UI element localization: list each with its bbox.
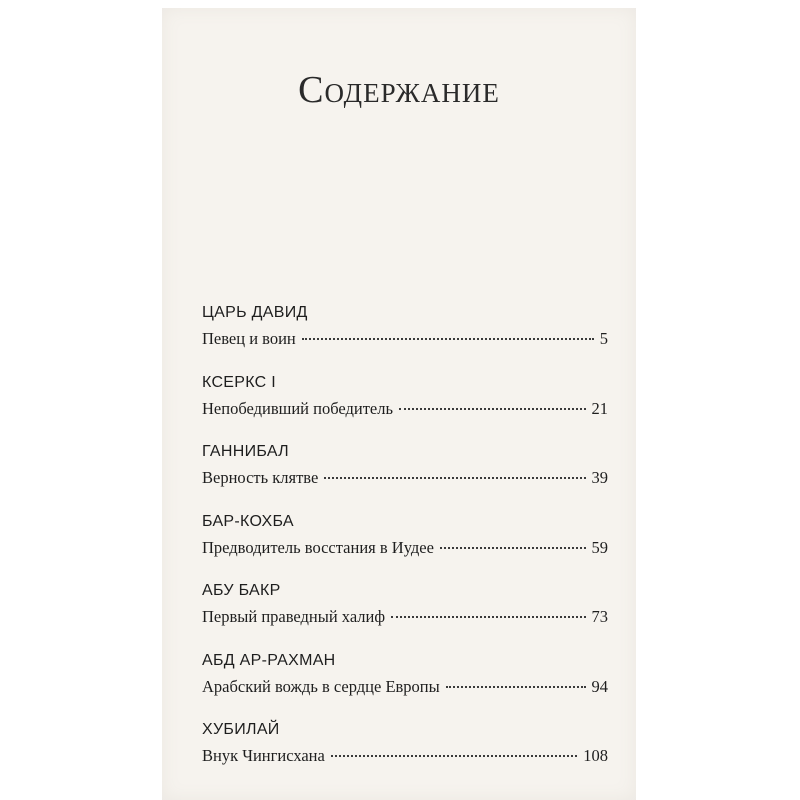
toc-entry [202,578,608,648]
toc-entry-heading: ХУБИЛАЙ [202,721,280,738]
toc-entry-subtitle: Верность клятве [202,468,319,487]
toc-entry-heading: БАР-КОХБА [202,512,294,530]
dot-leader [446,685,586,688]
dot-leader [324,476,585,479]
toc-entry-line [202,535,608,561]
toc-entry-line [202,743,608,769]
toc-entry-heading: АБД АР-РАХМАН [202,651,336,669]
toc-entry [202,300,608,370]
dot-leader [440,546,586,549]
toc-entry [202,370,608,440]
toc-entry-page-number: 39 [591,468,608,487]
dot-leader [302,337,594,340]
toc-entry-subtitle: Предводитель восстания в Иудее [202,537,434,557]
toc-entry-subtitle: Первый праведный халиф [202,607,386,626]
toc-entry-page-number: 5 [599,329,608,348]
toc-entry-subtitle: Внук Чингисхана [202,746,325,765]
toc-entry-page-number: 59 [591,537,608,557]
table-of-contents [202,300,608,787]
toc-entry-line [202,396,608,422]
toc-entry-line [202,604,608,630]
dot-leader [391,615,585,618]
dot-leader [331,754,577,757]
page-title: Содержание [298,69,500,111]
toc-entry-page-number: 108 [583,746,608,765]
toc-entry-heading: АБУ БАКР [202,582,281,599]
toc-entry-page-number: 21 [591,398,608,418]
toc-entry-heading: КСЕРКС I [202,373,277,391]
toc-entry-line [202,326,608,352]
toc-entry-subtitle: Певец и воин [202,329,296,348]
toc-entry-line [202,674,608,700]
toc-entry-heading: ЦАРЬ ДАВИД [202,304,308,321]
toc-entry [202,509,608,579]
book-page [162,8,636,800]
toc-entry-subtitle: Арабский вождь в сердце Европы [202,676,440,696]
toc-entry-page-number: 73 [591,607,608,626]
toc-entry-line [202,465,608,491]
toc-entry [202,439,608,509]
toc-entry [202,717,608,787]
toc-entry [202,648,608,718]
toc-entry-heading: ГАННИБАЛ [202,443,289,460]
toc-entry-subtitle: Непобедивший победитель [202,398,393,418]
dot-leader [399,407,586,410]
toc-entry-page-number: 94 [591,676,608,696]
